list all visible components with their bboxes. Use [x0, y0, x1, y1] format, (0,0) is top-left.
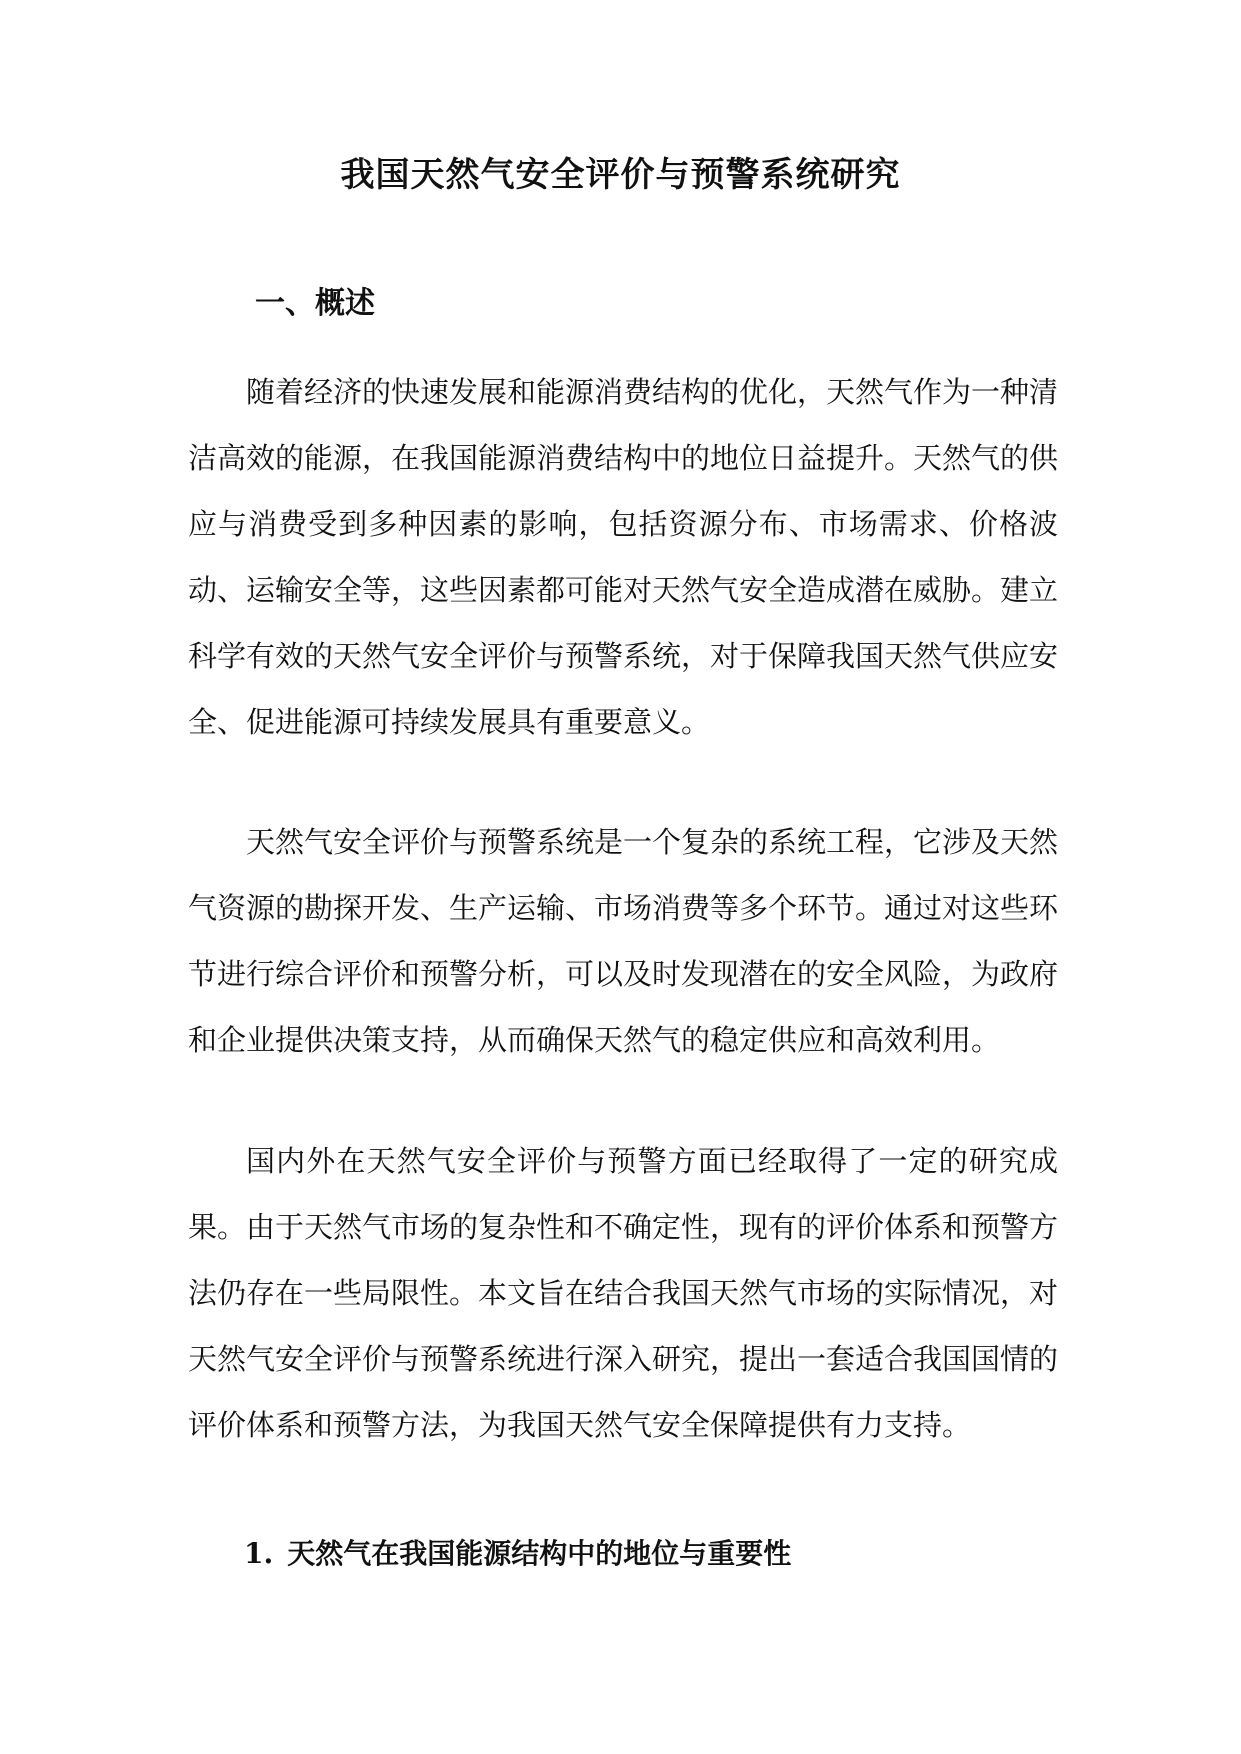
paragraph-2: 天然气安全评价与预警系统是一个复杂的系统工程，它涉及天然气资源的勘探开发、生产运输、市场消费等多个环节。通过对这些环节进行综合评价和预警分析，可以及时发现潜在的安全风险，为政府和企业提供决策支持，从而确保天然气的稳定供应和高效利用。 — [188, 825, 1059, 1057]
subsection-number: 1. — [244, 1537, 274, 1570]
section-heading-overview: 一、概述 — [255, 286, 375, 321]
subsection-title: 天然气在我国能源结构中的地位与重要性 — [287, 1537, 792, 1570]
document-title: 我国天然气安全评价与预警系统研究 — [340, 155, 901, 195]
subsection-heading — [244, 1532, 791, 1576]
paragraph-1: 随着经济的快速发展和能源消费结构的优化，天然气作为一种清洁高效的能源，在我国能源消费结构中的地位日益提升。天然气的供应与消费受到多种因素的影响，包括资源分布、市场需求、价格波动、运输安全等，这些因素都可能对天然气安全造成潜在威胁。建立科学有效的天然气安全评价与预警系统，对于保障我国天然气供应安全、促进能源可持续发展具有重要意义。 — [188, 375, 1059, 739]
paragraph-3: 国内外在天然气安全评价与预警方面已经取得了一定的研究成果。由于天然气市场的复杂性和不确定性，现有的评价体系和预警方法仍存在一些局限性。本文旨在结合我国天然气市场的实际情况，对天然气安全评价与预警系统进行深入研究，提出一套适合我国国情的评价体系和预警方法，为我国天然气安全保障提供有力支持。 — [188, 1144, 1059, 1442]
